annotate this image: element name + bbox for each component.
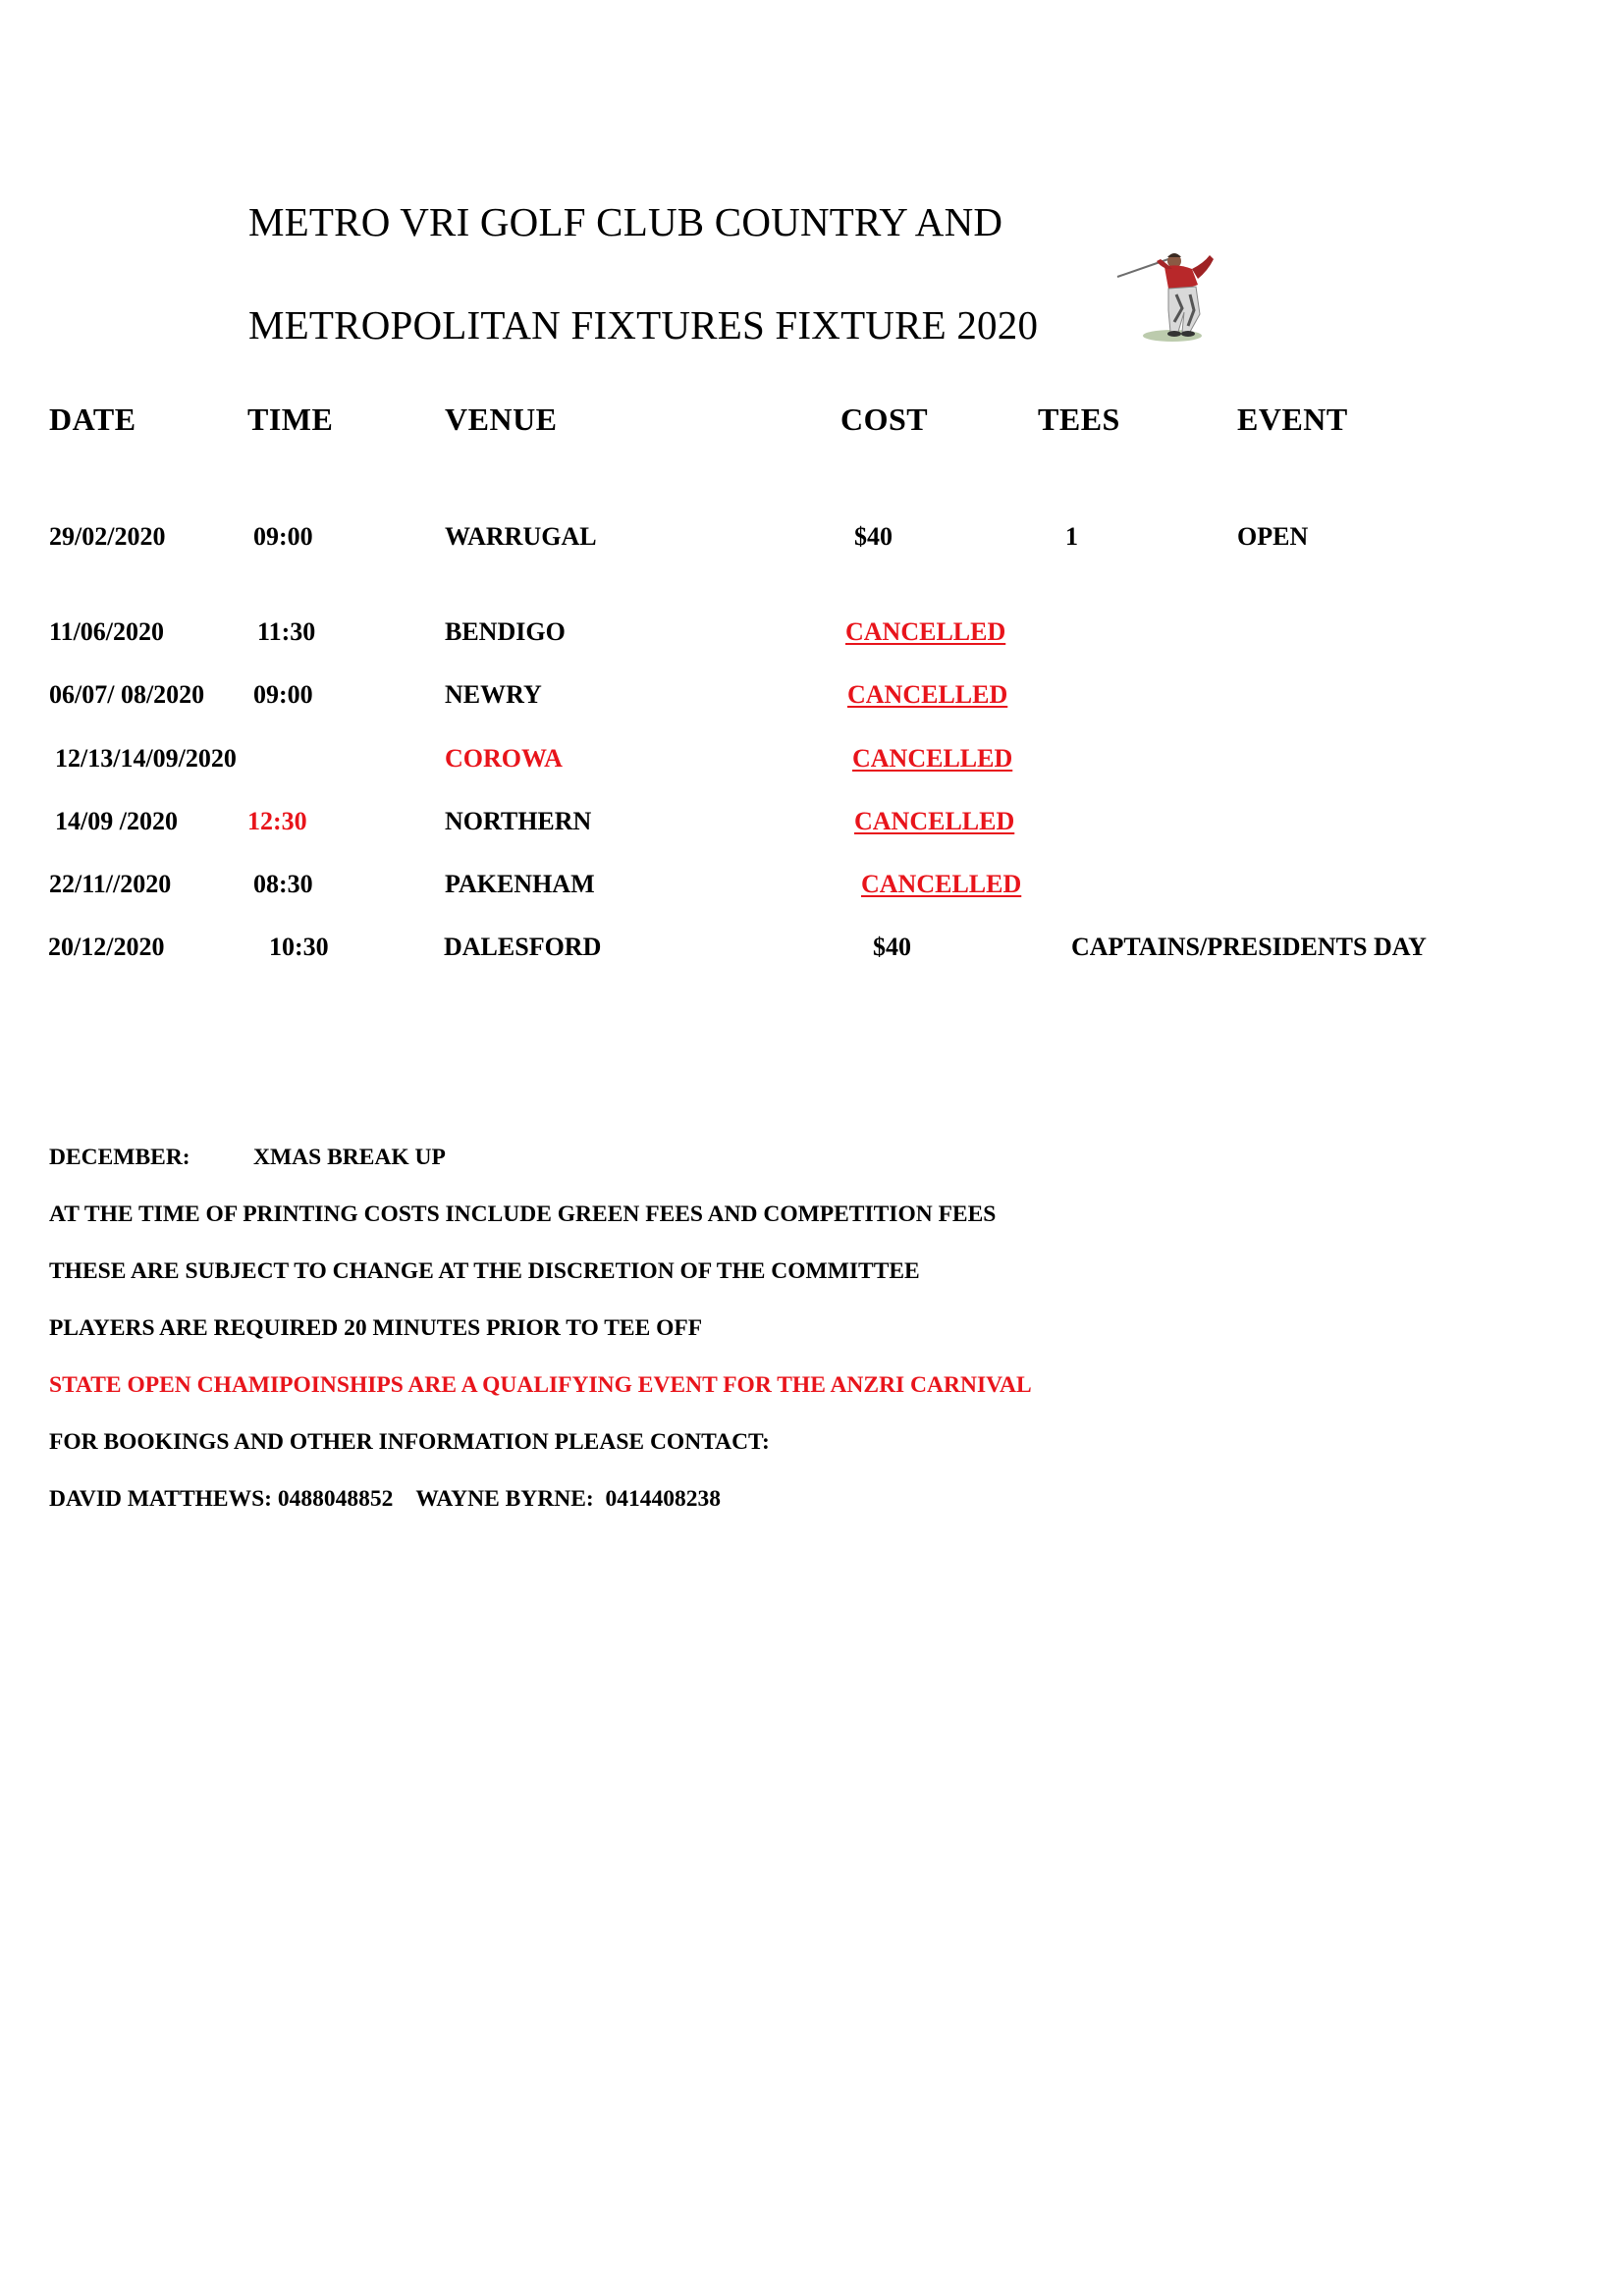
fixture-cost-cancelled: CANCELLED	[854, 807, 1015, 835]
fixture-event: CAPTAINS/PRESIDENTS DAY	[1071, 933, 1427, 961]
header-venue: VENUE	[445, 401, 558, 437]
fixture-date: 12/13/14/09/2020	[55, 744, 237, 773]
header-cost: COST	[840, 401, 929, 437]
fixture-venue: DALESFORD	[444, 933, 602, 961]
fixture-cost-cancelled: CANCELLED	[861, 870, 1022, 898]
fixture-date: 11/06/2020	[49, 617, 165, 646]
fixture-cost: $40	[873, 933, 911, 961]
december-label: DECEMBER:	[49, 1145, 190, 1170]
fixture-date: 29/02/2020	[49, 522, 166, 551]
fixture-venue: NORTHERN	[445, 807, 592, 835]
fixture-time: 09:00	[253, 522, 313, 551]
header-time: TIME	[247, 401, 334, 437]
december-value: XMAS BREAK UP	[253, 1145, 446, 1170]
note-bookings: FOR BOOKINGS AND OTHER INFORMATION PLEASE CONTACT:	[49, 1429, 770, 1455]
fixture-tees: 1	[1065, 522, 1078, 551]
fixture-event: OPEN	[1237, 522, 1309, 551]
note-contacts: DAVID MATTHEWS: 0488048852 WAYNE BYRNE: 0414408238	[49, 1486, 721, 1512]
fixture-time: 08:30	[253, 870, 313, 898]
note-subject-to-change: THESE ARE SUBJECT TO CHANGE AT THE DISCRETION OF THE COMMITTEE	[49, 1258, 920, 1284]
fixture-time: 10:30	[269, 933, 329, 961]
note-state-open: STATE OPEN CHAMIPOINSHIPS ARE A QUALIFYING EVENT FOR THE ANZRI CARNIVAL	[49, 1372, 1032, 1398]
fixture-date: 22/11//2020	[49, 870, 172, 898]
fixture-venue: PAKENHAM	[445, 870, 595, 898]
fixture-venue: COROWA	[445, 744, 563, 773]
fixture-venue: WARRUGAL	[445, 522, 597, 551]
fixture-venue: BENDIGO	[445, 617, 566, 646]
note-players: PLAYERS ARE REQUIRED 20 MINUTES PRIOR TO TEE OFF	[49, 1315, 703, 1341]
golfer-swinging-icon	[1113, 245, 1223, 346]
title-line-2: METROPOLITAN FIXTURES FIXTURE 2020	[248, 302, 1039, 347]
fixture-cost: $40	[854, 522, 893, 551]
fixture-cost-cancelled: CANCELLED	[845, 617, 1006, 646]
header-tees: TEES	[1038, 401, 1120, 437]
fixture-time: 11:30	[257, 617, 316, 646]
fixture-date: 20/12/2020	[48, 933, 165, 961]
fixture-venue: NEWRY	[445, 680, 542, 709]
fixture-date: 06/07/ 08/2020	[49, 680, 205, 709]
note-costs: AT THE TIME OF PRINTING COSTS INCLUDE GREEN FEES AND COMPETITION FEES	[49, 1201, 997, 1227]
fixture-date: 14/09 /2020	[55, 807, 178, 835]
title-line-1: METRO VRI GOLF CLUB COUNTRY AND	[248, 199, 1003, 244]
fixture-cost-cancelled: CANCELLED	[852, 744, 1013, 773]
fixture-time: 09:00	[253, 680, 313, 709]
header-event: EVENT	[1237, 401, 1348, 437]
fixture-time: 12:30	[247, 807, 307, 835]
fixture-cost-cancelled: CANCELLED	[847, 680, 1008, 709]
header-date: DATE	[49, 401, 136, 437]
